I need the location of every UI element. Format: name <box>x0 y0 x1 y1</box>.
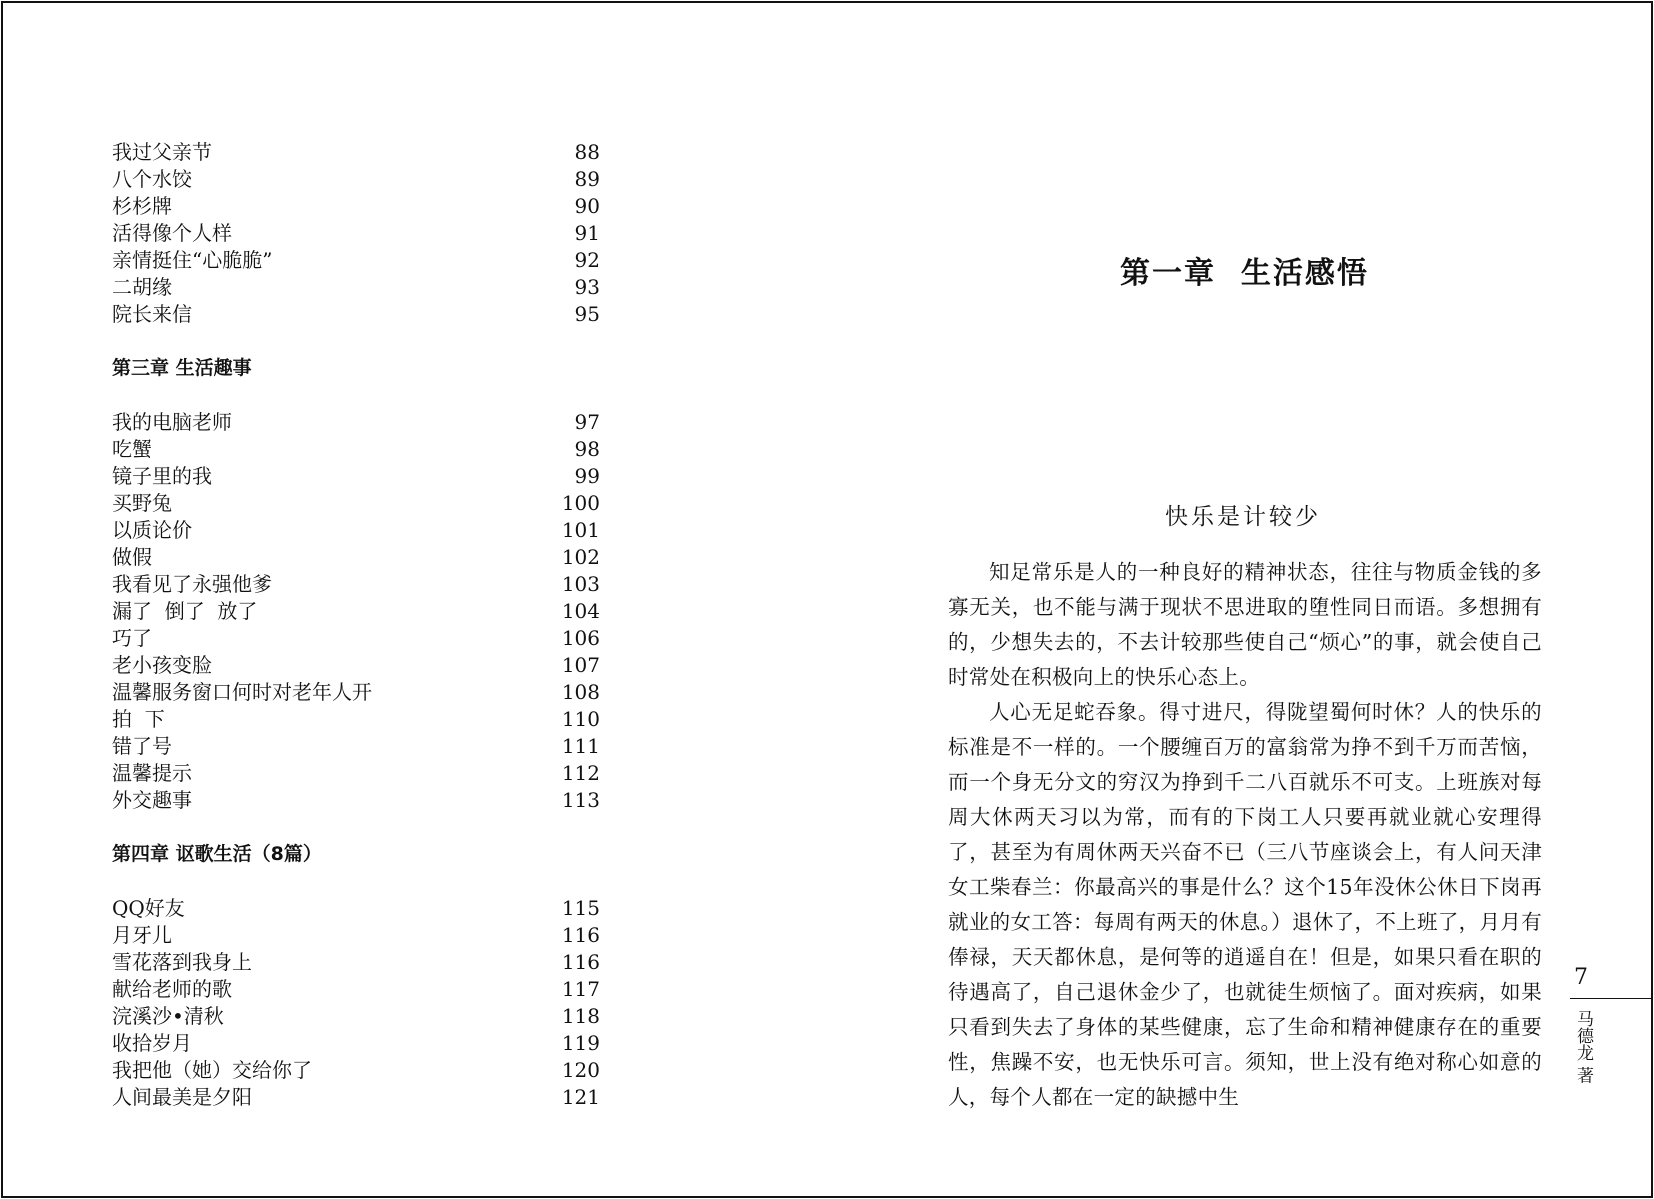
toc-entry <box>112 1057 600 1084</box>
toc-entry-page: 97 <box>574 410 600 434</box>
toc-entry-page: 103 <box>561 572 600 596</box>
toc-entry-title: 温馨提示 <box>112 761 192 785</box>
article-title: 快乐是计较少 <box>1165 504 1321 530</box>
toc-entry-page: 107 <box>561 653 600 677</box>
toc-entry-title: 外交趣事 <box>112 788 192 812</box>
toc-entry <box>112 1003 600 1030</box>
toc-entry-page: 90 <box>574 194 600 218</box>
toc-entry-title: 收拾岁月 <box>112 1031 192 1055</box>
toc-entry-title: 以质论价 <box>112 518 192 542</box>
toc-entry-page: 108 <box>561 680 600 704</box>
toc-entry-page: 88 <box>574 140 600 164</box>
toc-entry-page: 110 <box>561 707 600 731</box>
toc-entry <box>112 652 600 679</box>
toc-entry-page: 112 <box>561 761 600 785</box>
toc-entry-title: 吃蟹 <box>112 437 152 461</box>
toc-entry-page: 106 <box>561 626 600 650</box>
toc-entry-title: 做假 <box>112 545 152 569</box>
author-credit: 马德龙 著 <box>1573 1010 1593 1084</box>
toc-entry-page: 95 <box>574 302 600 326</box>
toc-entry-page: 119 <box>561 1031 600 1055</box>
toc-entry-page: 121 <box>561 1085 600 1109</box>
toc-entry-title: 浣溪沙•清秋 <box>112 1004 224 1028</box>
toc-entry <box>112 409 600 436</box>
toc-entry <box>112 517 600 544</box>
toc-entry <box>112 274 600 301</box>
toc-entry <box>112 544 600 571</box>
toc-entry <box>112 706 600 733</box>
toc-entry <box>112 625 600 652</box>
toc-entry-title: 漏了 倒了 放了 <box>112 599 258 623</box>
toc-entry <box>112 139 600 166</box>
toc-entry-page: 113 <box>561 788 600 812</box>
toc-entry-title: 活得像个人样 <box>112 221 232 245</box>
toc-entry-title: 老小孩变脸 <box>112 653 212 677</box>
toc-entry-page: 99 <box>574 464 600 488</box>
toc-entry-title: 杉杉牌 <box>112 194 172 218</box>
toc-entry-page: 120 <box>561 1058 600 1082</box>
toc-entry-page: 101 <box>561 518 600 542</box>
toc-entry-page: 100 <box>561 491 600 515</box>
toc-entry-title: 人间最美是夕阳 <box>112 1085 252 1109</box>
chapter-title: 第一章 生活感悟 <box>1120 256 1369 291</box>
toc-entry <box>112 463 600 490</box>
toc-entry <box>112 760 600 787</box>
toc-entry <box>112 895 600 922</box>
toc-entry <box>112 733 600 760</box>
body-paragraph: 知足常乐是人的一种良好的精神状态，往往与物质金钱的多寡无关，也不能与满于现状不思进取的堕性同日而语。多想拥有的，少想失去的，不去计较那些使自己“烦心”的事，就会使自己时常处在积极向上的快乐心态上。 <box>948 560 1542 689</box>
toc-entry <box>112 193 600 220</box>
toc-entry-title: 拍 下 <box>112 707 165 731</box>
toc-entry <box>112 166 600 193</box>
toc-entry-title: QQ好友 <box>112 896 185 920</box>
toc-entry-page: 104 <box>561 599 600 623</box>
toc-entry <box>112 787 600 814</box>
toc-entry <box>112 436 600 463</box>
toc-entry-page: 98 <box>574 437 600 461</box>
table-of-contents <box>112 139 600 1111</box>
margin-rule <box>1570 998 1651 999</box>
toc-entry-title: 温馨服务窗口何时对老年人开 <box>112 680 372 704</box>
toc-entry-title: 买野兔 <box>112 491 172 515</box>
toc-group-3 <box>112 895 600 1111</box>
toc-entry-page: 102 <box>561 545 600 569</box>
toc-entry-page: 117 <box>561 977 600 1001</box>
toc-entry-page: 111 <box>561 734 600 758</box>
toc-entry <box>112 571 600 598</box>
toc-entry <box>112 1030 600 1057</box>
toc-entry-title: 我看见了永强他爹 <box>112 572 272 596</box>
toc-entry-title: 错了号 <box>112 734 172 758</box>
toc-entry-title: 八个水饺 <box>112 167 192 191</box>
toc-entry-title: 我的电脑老师 <box>112 410 232 434</box>
toc-entry <box>112 679 600 706</box>
toc-group-2 <box>112 409 600 814</box>
toc-entry-title: 我把他（她）交给你了 <box>112 1058 312 1082</box>
toc-entry-page: 93 <box>574 275 600 299</box>
toc-entry-page: 89 <box>574 167 600 191</box>
toc-entry-page: 116 <box>561 950 600 974</box>
toc-entry-page: 118 <box>561 1004 600 1028</box>
toc-entry-title: 巧了 <box>112 626 152 650</box>
toc-entry-title: 二胡缘 <box>112 275 172 299</box>
toc-entry-title: 雪花落到我身上 <box>112 950 252 974</box>
toc-group-1 <box>112 139 600 328</box>
toc-entry-page: 115 <box>561 896 600 920</box>
toc-entry <box>112 490 600 517</box>
toc-entry <box>112 922 600 949</box>
toc-entry <box>112 247 600 274</box>
toc-entry <box>112 220 600 247</box>
toc-entry-page: 91 <box>574 221 600 245</box>
toc-entry <box>112 598 600 625</box>
toc-entry-title: 献给老师的歌 <box>112 977 232 1001</box>
body-paragraph: 人心无足蛇吞象。得寸进尺，得陇望蜀何时休？人的快乐的标准是不一样的。一个腰缠百万的富翁常为挣不到千万而苦恼，而一个身无分文的穷汉为挣到千二八百就乐不可支。上班族对每周大休两天习以为常，而有的下岗工人只要再就业就心安理得了，甚至为有周休两天兴奋不已（三八节座谈会上，有人问天津女工柴春兰：你最高兴的事是什么？这个15年没休公休日下岗再就业的女工答：每周有两天的休息。）退休了，不上班了，月月有俸禄，天天都休息，是何等的逍遥自在！但是，如果只看在职的待遇高了，自己退休金少了，也就徒生烦恼了。面对疾病，如果只看到失去了身体的某些健康，忘了生命和精神健康存在的重要性，焦躁不安，也无快乐可言。须知，世上没有绝对称心如意的人，每个人都在一定的缺撼中生 <box>948 700 1542 1109</box>
toc-entry <box>112 976 600 1003</box>
toc-entry <box>112 1084 600 1111</box>
toc-entry-page: 116 <box>561 923 600 947</box>
toc-entry-title: 院长来信 <box>112 302 192 326</box>
toc-entry-title: 镜子里的我 <box>112 464 212 488</box>
toc-entry-title: 亲情挺住“心脆脆” <box>112 248 273 272</box>
article-body <box>948 555 1542 1115</box>
toc-entry <box>112 949 600 976</box>
toc-chapter-heading: 第三章 生活趣事 <box>112 357 252 379</box>
toc-entry <box>112 301 600 328</box>
toc-entry-title: 我过父亲节 <box>112 140 212 164</box>
toc-entry-title: 月牙儿 <box>112 923 172 947</box>
toc-chapter-heading: 第四章 讴歌生活（8篇） <box>112 843 322 865</box>
page-number: 7 <box>1574 965 1588 990</box>
toc-entry-page: 92 <box>574 248 600 272</box>
